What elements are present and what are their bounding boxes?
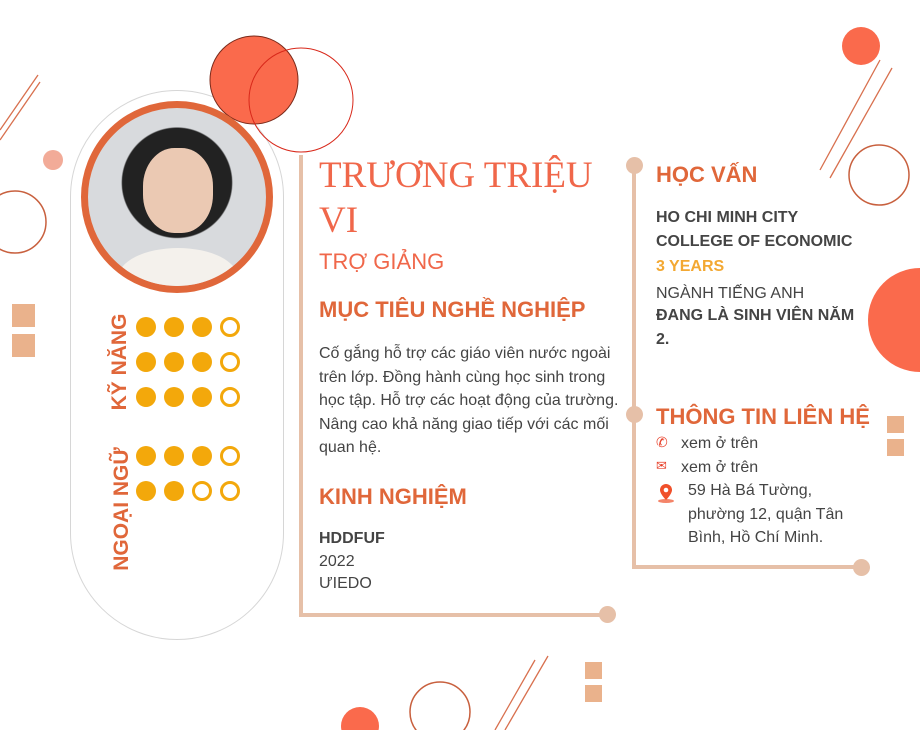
decor-square <box>12 334 35 357</box>
decor-square <box>585 662 602 679</box>
rating-dot-empty <box>192 481 212 501</box>
skills-label: KỸ NĂNG <box>108 313 131 411</box>
phone-icon: ✆ <box>656 434 668 450</box>
name-line: VI <box>319 200 359 241</box>
decor-square <box>585 685 602 702</box>
rating-dot-empty <box>220 481 240 501</box>
name-line: TRƯƠNG TRIỆU <box>319 155 593 196</box>
rating-dot-filled <box>192 387 212 407</box>
rating-dot-filled <box>136 481 156 501</box>
timeline-line <box>632 165 636 569</box>
rating-dot-empty <box>220 317 240 337</box>
rating-dot-filled <box>164 387 184 407</box>
contact-address: 59 Hà Bá Tường, phường 12, quận Tân Bình, Hồ Chí Minh. <box>688 482 844 546</box>
experience-role: ƯIEDO <box>319 575 372 592</box>
timeline-line <box>632 565 862 569</box>
avatar <box>81 101 273 293</box>
decor-square <box>887 439 904 456</box>
rating-dot-filled <box>136 352 156 372</box>
school-line: COLLEGE OF ECONOMIC <box>656 232 853 250</box>
timeline-line <box>299 155 303 617</box>
rating-dot-filled <box>136 317 156 337</box>
school-name <box>656 206 852 253</box>
education-status: ĐANG LÀ SINH VIÊN NĂM 2. <box>656 307 855 348</box>
timeline-node <box>626 406 643 423</box>
decor-square <box>12 304 35 327</box>
timeline-node <box>626 157 643 174</box>
contact-email: xem ở trên <box>681 459 759 476</box>
education-duration: 3 YEARS <box>656 258 725 275</box>
rating-dot-filled <box>136 387 156 407</box>
school-line: HO CHI MINH CITY <box>656 209 799 226</box>
objective-text: Cố gắng hỗ trợ các giáo viên nước ngoài trên lớp. Đồng hành cùng học sinh trong học tập. Hỗ trợ các hoạt động của trường. Nâng cao khả năng giao tiếp với các mối quan hệ. <box>319 345 619 456</box>
rating-dot-filled <box>192 446 212 466</box>
rating-dot-filled <box>136 446 156 466</box>
job-title: TRỢ GIẢNG <box>319 249 445 274</box>
rating-dot-filled <box>164 317 184 337</box>
location-pin-icon <box>656 482 676 504</box>
timeline-node <box>599 606 616 623</box>
timeline-node <box>853 559 870 576</box>
decor-square <box>887 416 904 433</box>
mail-icon: ✉ <box>656 458 667 473</box>
rating-dot-filled <box>192 352 212 372</box>
rating-dot-empty <box>220 446 240 466</box>
education-major: NGÀNH TIẾNG ANH <box>656 285 805 302</box>
timeline-line <box>299 613 607 617</box>
contact-phone: xem ở trên <box>681 435 759 452</box>
rating-dot-filled <box>164 481 184 501</box>
contact-heading: THÔNG TIN LIÊN HỆ <box>656 404 870 429</box>
experience-company: HDDFUF <box>319 530 385 547</box>
languages-label: NGOẠI NGỮ <box>110 447 133 571</box>
objective-heading: MỤC TIÊU NGHỀ NGHIỆP <box>319 297 586 322</box>
rating-dot-filled <box>164 352 184 372</box>
rating-dot-filled <box>192 317 212 337</box>
rating-dot-empty <box>220 387 240 407</box>
education-heading: HỌC VẤN <box>656 162 758 187</box>
experience-heading: KINH NGHIỆM <box>319 484 467 509</box>
rating-dot-filled <box>164 446 184 466</box>
rating-dot-empty <box>220 352 240 372</box>
experience-year: 2022 <box>319 553 355 570</box>
full-name <box>319 153 593 243</box>
